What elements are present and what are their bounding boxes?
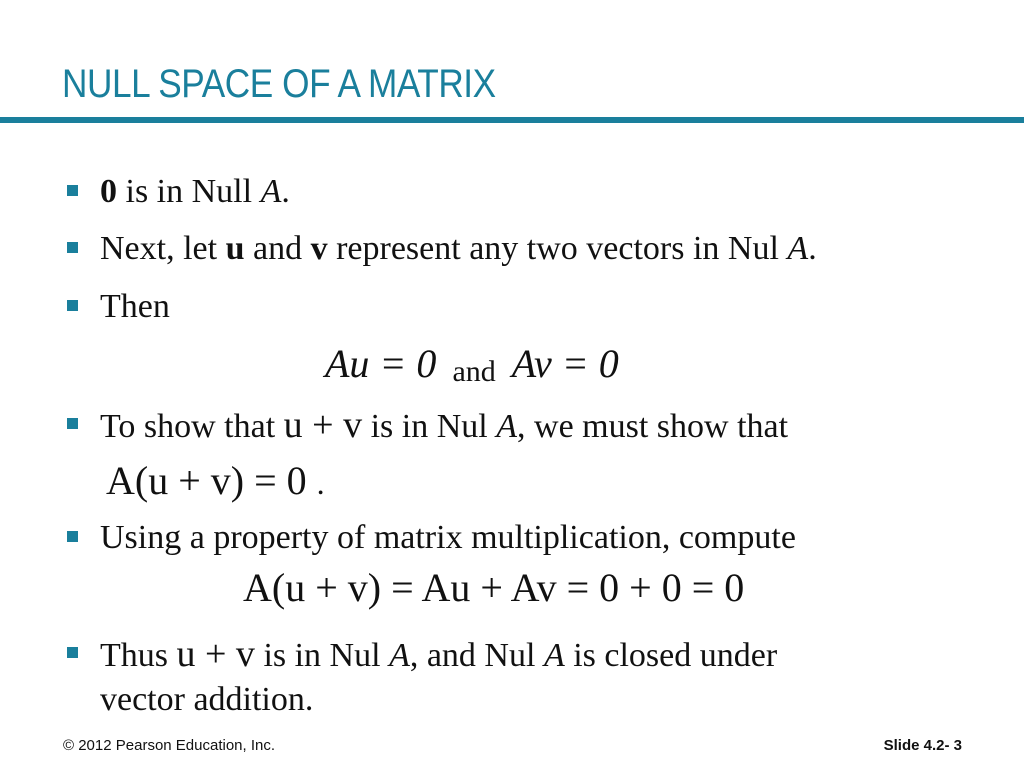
eq1-right: Av = 0 (511, 341, 619, 386)
equation-Au-Av (325, 342, 619, 394)
bullet-marker (67, 531, 78, 542)
period: . (281, 173, 290, 210)
bullet-3-text: Then (100, 288, 170, 325)
bullet-4-text: is in Nul (362, 408, 497, 445)
matrix-A: A (260, 173, 282, 210)
bullet-3 (100, 287, 170, 327)
vector-v: v (310, 230, 328, 267)
bullet-6-line-2 (100, 680, 313, 720)
matrix-A: A (787, 230, 809, 267)
bullet-4-text: To show that (100, 408, 284, 445)
title-divider (0, 117, 1024, 123)
bullet-marker (67, 418, 78, 429)
eq3-expr: A(u + v) = Au + Av = 0 + 0 = 0 (243, 565, 745, 610)
period: . (808, 230, 817, 267)
bullet-2 (100, 229, 817, 269)
copyright-notice: © 2012 Pearson Education, Inc. (63, 737, 276, 754)
matrix-A: A (543, 637, 565, 674)
bullet-6-text: Thus (100, 637, 177, 674)
bullet-1-text: is in Null (117, 173, 261, 210)
expr-u-plus-v: u + v (176, 633, 255, 675)
eq1-left: Au = 0 (325, 341, 437, 386)
bullet-1 (100, 172, 290, 212)
slide-number: Slide 4.2- 3 (883, 737, 962, 754)
bullet-marker (67, 185, 78, 196)
matrix-A: A (389, 637, 410, 674)
bullet-2-text: represent any two vectors in Nul (327, 230, 788, 267)
bullet-5 (100, 518, 796, 558)
bullet-6-text: is in Nul (254, 637, 390, 674)
bullet-6 (100, 634, 777, 676)
bullet-2-text: and (244, 230, 311, 267)
zero-vector: 0 (100, 173, 117, 210)
vector-u: u (225, 230, 245, 267)
bullet-marker (67, 300, 78, 311)
bullet-2-text: Next, let (100, 230, 226, 267)
bullet-6-text: , and Nul (409, 637, 544, 674)
bullet-6-text: is closed under (564, 637, 778, 674)
equation-distributive (243, 566, 744, 610)
eq2-expr: A(u + v) = 0 (106, 458, 307, 503)
matrix-A: A (496, 408, 518, 445)
bullet-6-text: vector addition. (100, 681, 314, 718)
bullet-4-text: , we must show that (517, 408, 789, 445)
expr-u-plus-v: u + v (283, 404, 363, 446)
bullet-marker (67, 242, 78, 253)
bullet-4 (100, 405, 788, 447)
bullet-5-text: Using a property of matrix multiplication, compute (100, 519, 796, 556)
bullet-marker (67, 647, 78, 658)
eq1-and: and (452, 355, 496, 388)
eq2-period: . (316, 465, 325, 501)
slide-title: NULL SPACE OF A MATRIX (62, 62, 496, 106)
equation-A-u-plus-v (106, 459, 325, 505)
